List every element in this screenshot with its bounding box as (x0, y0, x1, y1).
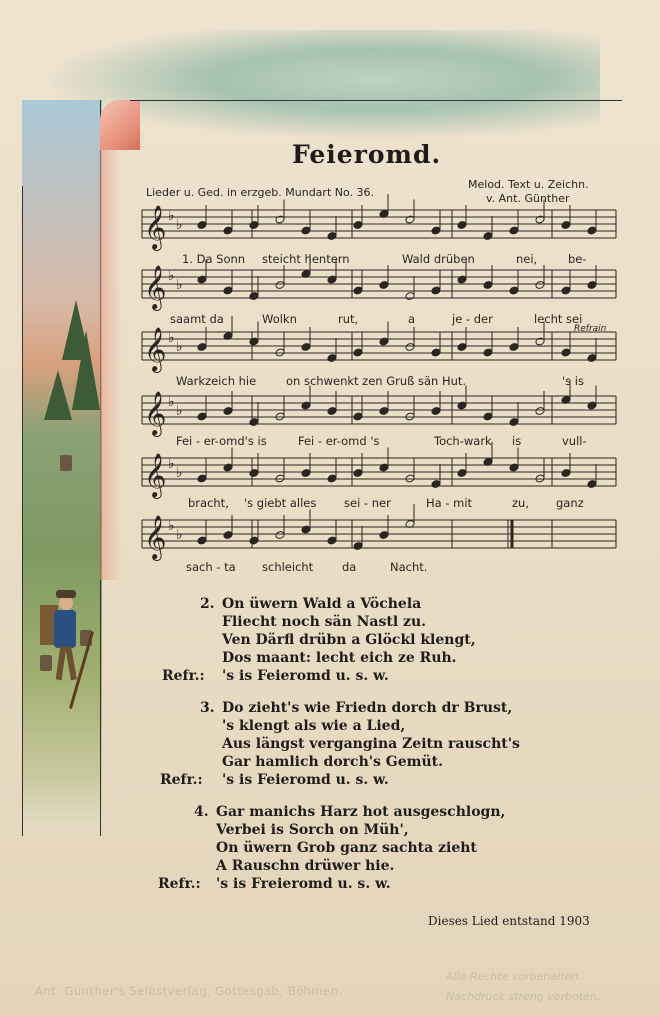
refrain-text: 's is Feieromd u. s. w. (222, 668, 389, 684)
lyric-word: saamt da (170, 312, 224, 326)
lyric-line (142, 560, 616, 576)
lyric-word: steicht hentern (262, 252, 350, 266)
flat-icon: ♭ (176, 339, 183, 355)
song-title: Feieromd. (292, 140, 442, 169)
treble-clef-icon: 𝄞 (144, 265, 167, 309)
stump-icon (40, 655, 52, 671)
flat-icon: ♭ (176, 217, 183, 233)
verse-line: On üwern Grob ganz sachta zieht (216, 840, 477, 856)
verse-line: On üwern Wald a Vöchela (222, 596, 422, 612)
verse-line: Dos maant: lecht eich ze Ruh. (222, 650, 457, 666)
hiker-leg (65, 646, 77, 681)
verse-line: Gar manichs Harz hot ausgeschlogn, (216, 804, 506, 820)
refrain-label: Refr.: (158, 876, 201, 892)
origin-note: Dieses Lied entstand 1903 (428, 914, 590, 928)
series-label: Lieder u. Ged. in erzgeb. Mundart No. 36. (146, 186, 375, 199)
flat-icon: ♭ (168, 518, 175, 534)
lyric-word: Warkzeich hie (176, 374, 257, 388)
lyric-word: sach - ta (186, 560, 236, 574)
verse-number: 4. (194, 804, 209, 820)
lyric-line (142, 434, 616, 450)
refrain-marker: Refrain (574, 324, 607, 334)
lyric-line (142, 252, 616, 268)
verse-line: A Rauschn drüwer hie. (216, 858, 395, 874)
lyric-word: Fei - er-omd's is (176, 434, 267, 448)
lyric-word: 's giebt alles (244, 496, 317, 510)
lyric-word: rut, (338, 312, 359, 326)
lyric-word: sän Hut. (418, 374, 467, 388)
flat-icon: ♭ (176, 277, 183, 293)
refrain-text: 's is Feieromd u. s. w. (222, 772, 389, 788)
lyric-word: is (512, 434, 522, 448)
lyric-word: Fei - er-omd 's (298, 434, 380, 448)
lyric-word: be- (568, 252, 587, 266)
lyric-word: 's is (562, 374, 584, 388)
flat-icon: ♭ (168, 394, 175, 410)
flat-icon: ♭ (168, 330, 175, 346)
verse-line: Fliecht noch sän Nastl zu. (222, 614, 427, 630)
verse-number: 2. (200, 596, 215, 612)
credits-line-1: Melod. Text u. Zeichn. (468, 178, 589, 191)
lyric-word: schleicht (262, 560, 314, 574)
reprint-notice: Nachdruck streng verboten. (446, 990, 601, 1003)
flat-icon: ♭ (176, 527, 183, 543)
flat-icon: ♭ (168, 456, 175, 472)
lyric-word: nei, (516, 252, 538, 266)
lyric-word: sei - ner (344, 496, 391, 510)
verse-line: Gar hamlich dorch's Gemüt. (222, 754, 443, 770)
rights-notice: Alle Rechte vorbehalten. (446, 970, 582, 983)
flat-icon: ♭ (176, 465, 183, 481)
lyric-word: da (342, 560, 357, 574)
treble-clef-icon: 𝄞 (144, 515, 167, 559)
flat-icon: ♭ (176, 403, 183, 419)
music-staff (142, 504, 616, 561)
lyric-word: Nacht. (390, 560, 428, 574)
verse-line: 's klengt als wie a Lied, (222, 718, 406, 734)
treble-clef-icon: 𝄞 (144, 453, 167, 497)
lyric-line (142, 496, 616, 512)
music-staff (142, 194, 616, 251)
treble-clef-icon: 𝄞 (144, 205, 167, 249)
hiker-leg (56, 646, 67, 681)
lyric-word: Wald drüben (402, 252, 475, 266)
refrain-label: Refr.: (162, 668, 205, 684)
verse-line: Aus längst vergangina Zeitn rauscht's (222, 736, 520, 752)
lyric-word: ganz (556, 496, 584, 510)
lyric-line (142, 312, 616, 328)
verse-line: Verbei is Sorch on Müh', (216, 822, 409, 838)
lyric-word: Ha - mit (426, 496, 473, 510)
lyric-word: on schwenkt zen Gruß (286, 374, 415, 388)
verse-number: 3. (200, 700, 215, 716)
lyric-word: je - der (452, 312, 493, 326)
lyric-word: bracht, (188, 496, 229, 510)
lyric-word: vull- (562, 434, 587, 448)
treble-clef-icon: 𝄞 (144, 327, 167, 371)
lyric-word: 1. Da Sonn (182, 252, 246, 266)
refrain-text: 's is Freieromd u. s. w. (216, 876, 391, 892)
hiker-figure (54, 610, 76, 648)
lyric-word: Toch-wark (434, 434, 492, 448)
lyric-word: lecht sei (534, 312, 583, 326)
music-staff (142, 442, 616, 499)
treble-clef-icon: 𝄞 (144, 391, 167, 435)
lyric-word: Wolkn (262, 312, 297, 326)
flat-icon: ♭ (168, 268, 175, 284)
refrain-label: Refr.: (160, 772, 203, 788)
verse-line: Ven Därfl drübn a Glöckl klengt, (222, 632, 476, 648)
lyric-line (142, 374, 616, 390)
verse-line: Do zieht's wie Friedn dorch dr Brust, (222, 700, 513, 716)
lyric-word: zu, (512, 496, 529, 510)
credits-line-2: v. Ant. Günther (486, 192, 570, 205)
lyric-word: a (408, 312, 416, 326)
flat-icon: ♭ (168, 208, 175, 224)
publisher-imprint: Ant. Günther's Selbstverlag, Gottesgab, Böhmen. (35, 984, 343, 998)
